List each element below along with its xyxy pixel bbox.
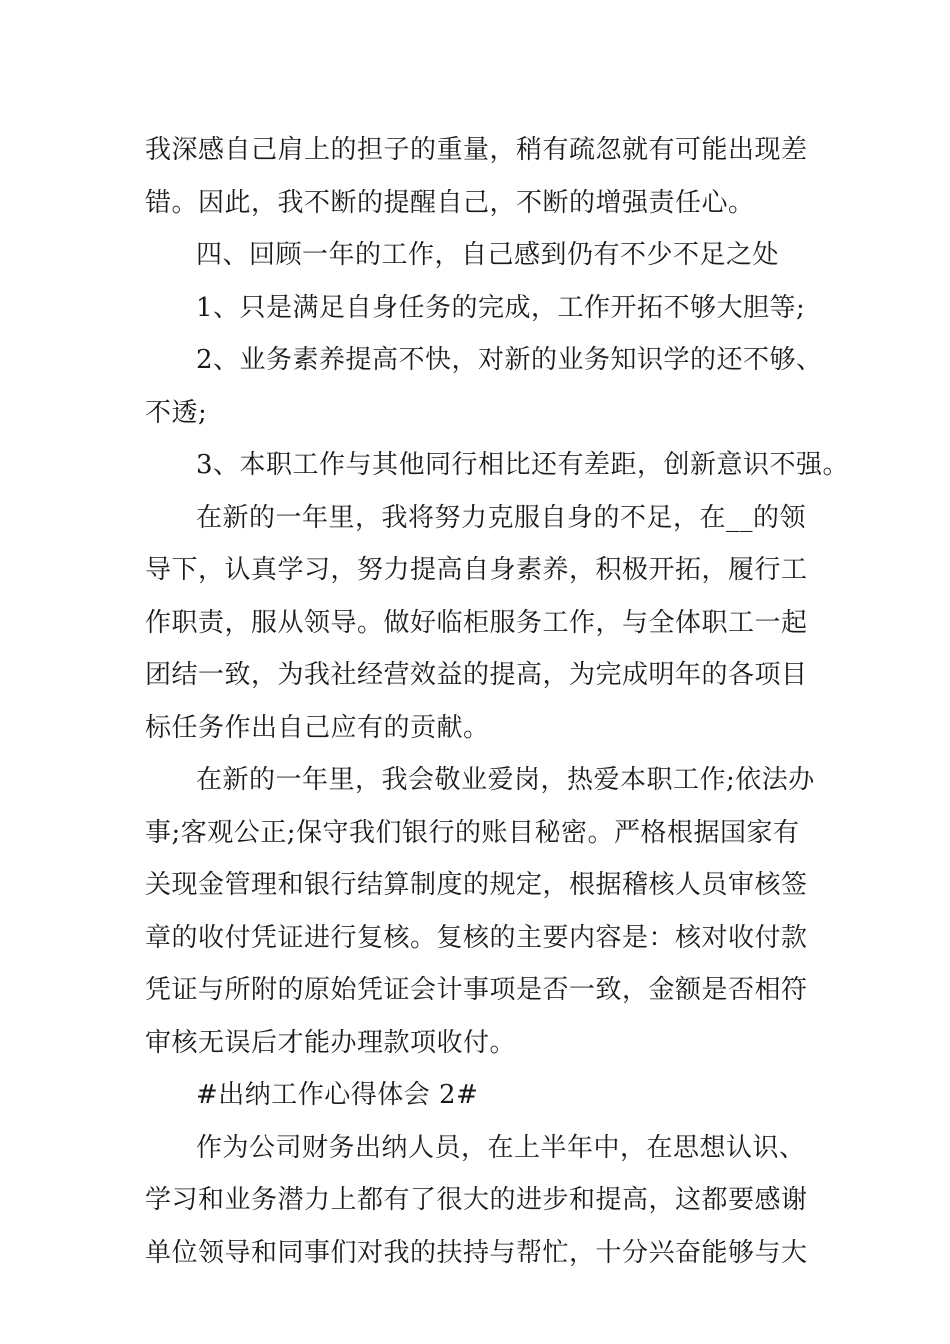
text-line: 作职责，服从领导。做好临柜服务工作，与全体职工一起 <box>145 607 808 638</box>
text-line: 关现金管理和银行结算制度的规定，根据稽核人员审核签 <box>145 870 808 900</box>
paragraph-start: 在新的一年里，我会敬业爱岗，热爱本职工作;依法办 <box>196 765 815 795</box>
text-line: 不透; <box>145 397 208 428</box>
list-item: 3、本职工作与其他同行相比还有差距，创新意识不强。 <box>196 450 850 480</box>
paragraph-start: 作为公司财务出纳人员，在上半年中，在思想认识、 <box>196 1132 806 1163</box>
text-line: 我深感自己肩上的担子的重量，稍有疏忽就有可能出现差 <box>145 135 808 165</box>
section-heading: 四、回顾一年的工作，自己感到仍有不少不足之处 <box>196 240 780 270</box>
text-line: 单位领导和同事们对我的扶持与帮忙，十分兴奋能够与大 <box>145 1237 808 1268</box>
list-item: 1、只是满足自身任务的完成，工作开拓不够大胆等; <box>196 292 806 323</box>
text-line: 导下，认真学习，努力提高自身素养，积极开拓，履行工 <box>145 555 808 585</box>
section-title: #出纳工作心得体会 2# <box>196 1080 479 1110</box>
document-body <box>145 124 850 1279</box>
list-item: 2、业务素养提高不快，对新的业务知识学的还不够、 <box>196 345 823 375</box>
text-line: 事;客观公正;保守我们银行的账目秘密。严格根据国家有 <box>145 817 800 848</box>
text-line: 错。因此，我不断的提醒自己，不断的增强责任心。 <box>145 187 755 218</box>
text-line: 学习和业务潜力上都有了很大的进步和提高，这都要感谢 <box>145 1185 808 1215</box>
paragraph-start: 在新的一年里，我将努力克服自身的不足，在__的领 <box>196 502 807 533</box>
text-line: 团结一致，为我社经营效益的提高，为完成明年的各项目 <box>145 660 808 690</box>
text-line: 凭证与所附的原始凭证会计事项是否一致，金额是否相符 <box>145 975 808 1005</box>
text-line: 标任务作出自己应有的贡献。 <box>145 712 490 743</box>
text-line: 审核无误后才能办理款项收付。 <box>145 1027 517 1058</box>
text-line: 章的收付凭证进行复核。复核的主要内容是：核对收付款 <box>145 922 808 953</box>
